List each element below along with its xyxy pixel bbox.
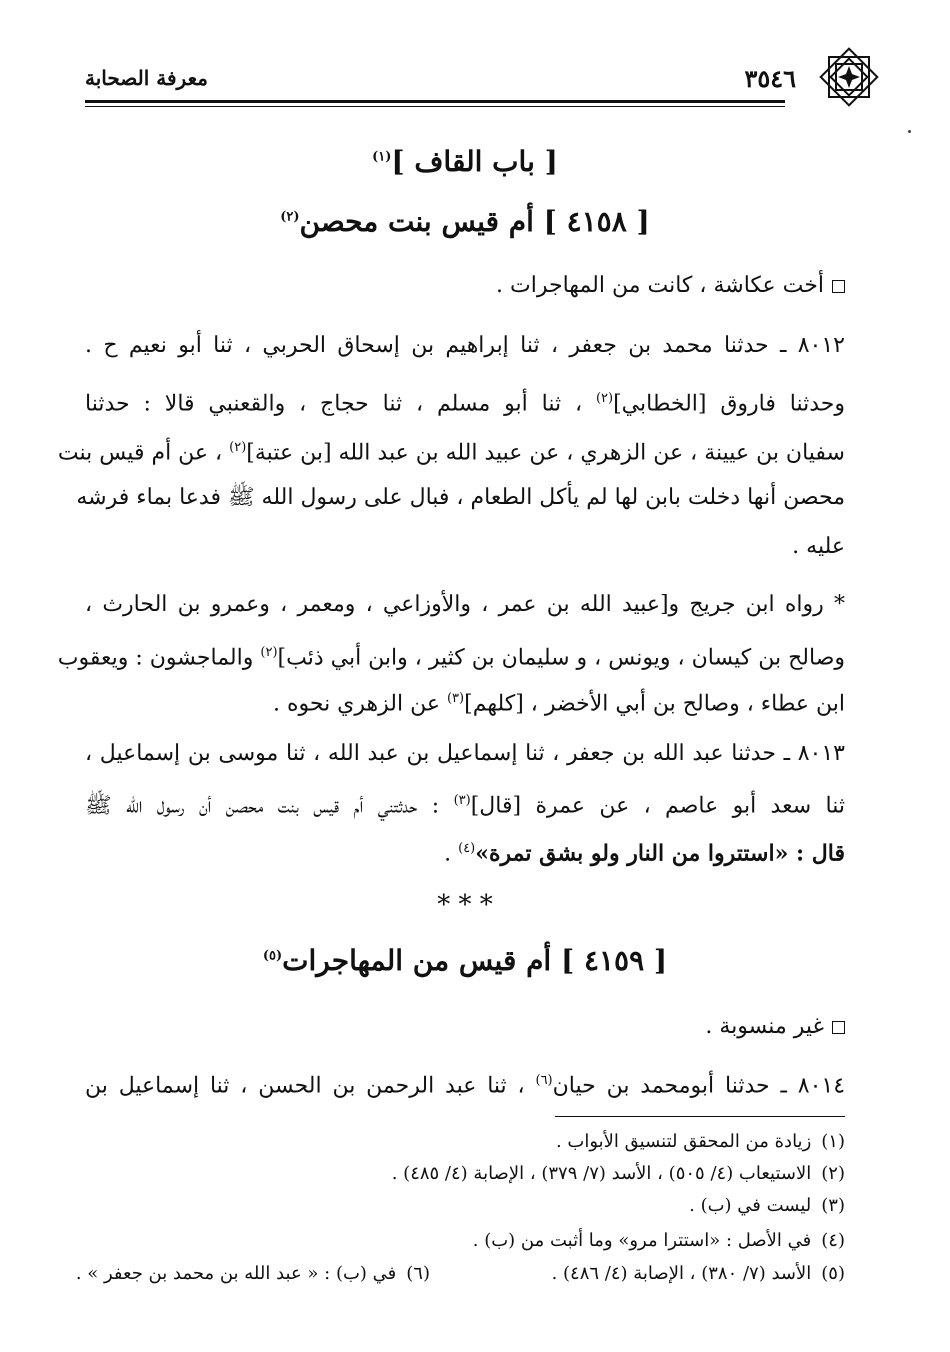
riwayah-line-1: * رواه ابن جريج و[عبيد الله بن عمر ، والأوزاعي ، ومعمر ، وعمرو بن الحارث ، — [85, 592, 845, 617]
footnote-ref: (٤) — [458, 841, 476, 856]
hadith-8013-line-3 — [85, 834, 845, 869]
footnote-number: (٢) — [821, 1163, 845, 1184]
hadith-8012-line-1: ٨٠١٢ ـ حدثنا محمد بن جعفر ، ثنا إبراهيم بن إسحاق الحربي ، ثنا أبو نعيم ح . — [85, 333, 845, 358]
entry-footnote-ref: (٢) — [280, 209, 300, 225]
text-segment: ثنا سعد أبو عاصم ، عن عمرة [قال] — [470, 793, 845, 819]
footnote-ref: (٢) — [229, 440, 247, 455]
entry-intro-text: أخت عكاشة ، كانت من المهاجرات . — [496, 273, 824, 298]
text-segment: : حدثتني أم قيس بنت محصن أن رسول الله ﷺ — [85, 793, 454, 819]
header-rule-thick — [85, 100, 785, 103]
footnote-number: (٥) — [821, 1263, 845, 1284]
text-segment: ، ثنا عبد الرحمن بن الحسن ، ثنا إسماعيل بن — [85, 1073, 536, 1099]
hadith-8012-line-4: محصن أنها دخلت بابن لها لم يأكل الطعام ، فبال على رسول الله ﷺ فدعا بماء فرشه — [76, 485, 845, 510]
margin-speck — [908, 130, 911, 133]
text-segment: عن الزهري نحوه . — [272, 691, 447, 717]
square-bullet-icon — [832, 1021, 845, 1034]
footnote-ref: (٣) — [446, 691, 465, 706]
hadith-8014-line-1 — [85, 1066, 845, 1101]
text-segment: وصالح بن كيسان ، ويونس ، و سليمان بن كثير ، وابن أبي ذئب] — [277, 645, 845, 671]
text-segment: سفيان بن عيينة ، عن الزهري ، عن عبيد الله بن عبد الله [بن عتبة] — [246, 440, 845, 466]
riwayah-line-3 — [85, 684, 845, 719]
hadith-8013-line-2 — [85, 786, 845, 821]
text-segment: ٨٠١٤ ـ حدثنا أبومحمد بن حيان — [552, 1073, 846, 1099]
footnote-6 — [76, 1262, 430, 1286]
entry-heading-4158 — [85, 205, 845, 238]
text-segment: والماجشون : ويعقوب — [57, 645, 261, 671]
footnote-text: الأسد (٧/ ٣٨٠) ، الإصابة (٤/ ٤٨٦) . — [551, 1263, 812, 1284]
footnote-text: في (ب) : « عبد الله بن محمد بن جعفر » . — [75, 1263, 397, 1284]
text-segment: ، ثنا أبو مسلم ، ثنا حجاج ، والقعنبي قالا : حدثنا — [85, 391, 596, 417]
octagram-ornament-icon — [816, 44, 882, 110]
page-header — [85, 64, 842, 104]
entry-footnote-ref: (٥) — [262, 948, 283, 964]
hadith-8012-line-3 — [57, 433, 845, 468]
footnote-text: ليست في (ب) . — [689, 1195, 812, 1216]
entry-heading-4159 — [85, 944, 845, 977]
square-bullet-icon — [832, 280, 845, 293]
entry-heading-text: [ ٤١٥٨ ] أم قيس بنت محصن — [299, 205, 650, 238]
hadith-8012-line-5: عليه . — [792, 534, 845, 559]
chapter-heading-text: [ باب القاف ] — [391, 145, 558, 178]
text-segment: قال : «استتروا من النار ولو بشق تمرة» — [475, 840, 845, 867]
footnote-ref: (٢) — [595, 391, 614, 406]
footnote-rule — [555, 1116, 845, 1117]
footnote-ref: (٦) — [535, 1073, 553, 1088]
footnote-ref: (٣) — [453, 793, 471, 808]
footnote-number: (١) — [821, 1131, 845, 1152]
section-separator: * * * — [437, 890, 493, 920]
footnote-text: الاستيعاب (٤/ ٥٠٥) ، الأسد (٧/ ٣٧٩) ، الإصابة (٤/ ٤٨٥) . — [391, 1163, 812, 1184]
footnote-ref: (٢) — [260, 645, 278, 660]
book-title: معرفة الصحابة — [85, 66, 208, 90]
hadith-8012-line-2 — [85, 384, 845, 419]
footnote-number: (٤) — [821, 1230, 845, 1251]
entry-intro-4159 — [85, 1012, 845, 1042]
page-number: ٣٥٤٦ — [744, 64, 796, 93]
entry-heading-text: [ ٤١٥٩ ] أم قيس من المهاجرات — [282, 944, 668, 977]
hadith-8013-line-1: ٨٠١٣ ـ حدثنا عبد الله بن جعفر ، ثنا إسماعيل بن عبد الله ، ثنا موسى بن إسماعيل ، — [85, 741, 845, 766]
footnote-5 — [552, 1262, 845, 1286]
chapter-footnote-ref: (١) — [372, 149, 392, 165]
text-segment: . — [444, 841, 459, 867]
text-segment: ، عن أم قيس بنت — [57, 440, 230, 466]
footnote-1 — [85, 1130, 845, 1154]
text-segment: ابن عطاء ، وصالح بن أبي الأخضر ، [كلهم] — [464, 691, 845, 717]
header-rule-thin — [85, 106, 785, 107]
riwayah-line-2 — [57, 638, 845, 673]
entry-intro-text: غير منسوبة . — [705, 1014, 824, 1039]
chapter-heading — [85, 145, 845, 178]
footnote-text: في الأصل : «استترا مرو» وما أثبت من (ب) . — [472, 1230, 812, 1251]
footnote-number: (٦) — [406, 1263, 430, 1284]
text-segment: وحدثنا فاروق [الخطابي] — [613, 391, 845, 417]
footnote-3 — [85, 1194, 845, 1218]
footnote-text: زيادة من المحقق لتنسيق الأبواب . — [555, 1131, 812, 1152]
footnote-2 — [85, 1162, 845, 1186]
footnote-number: (٣) — [821, 1195, 845, 1216]
entry-intro-4158 — [85, 271, 845, 301]
footnote-4 — [85, 1229, 845, 1253]
